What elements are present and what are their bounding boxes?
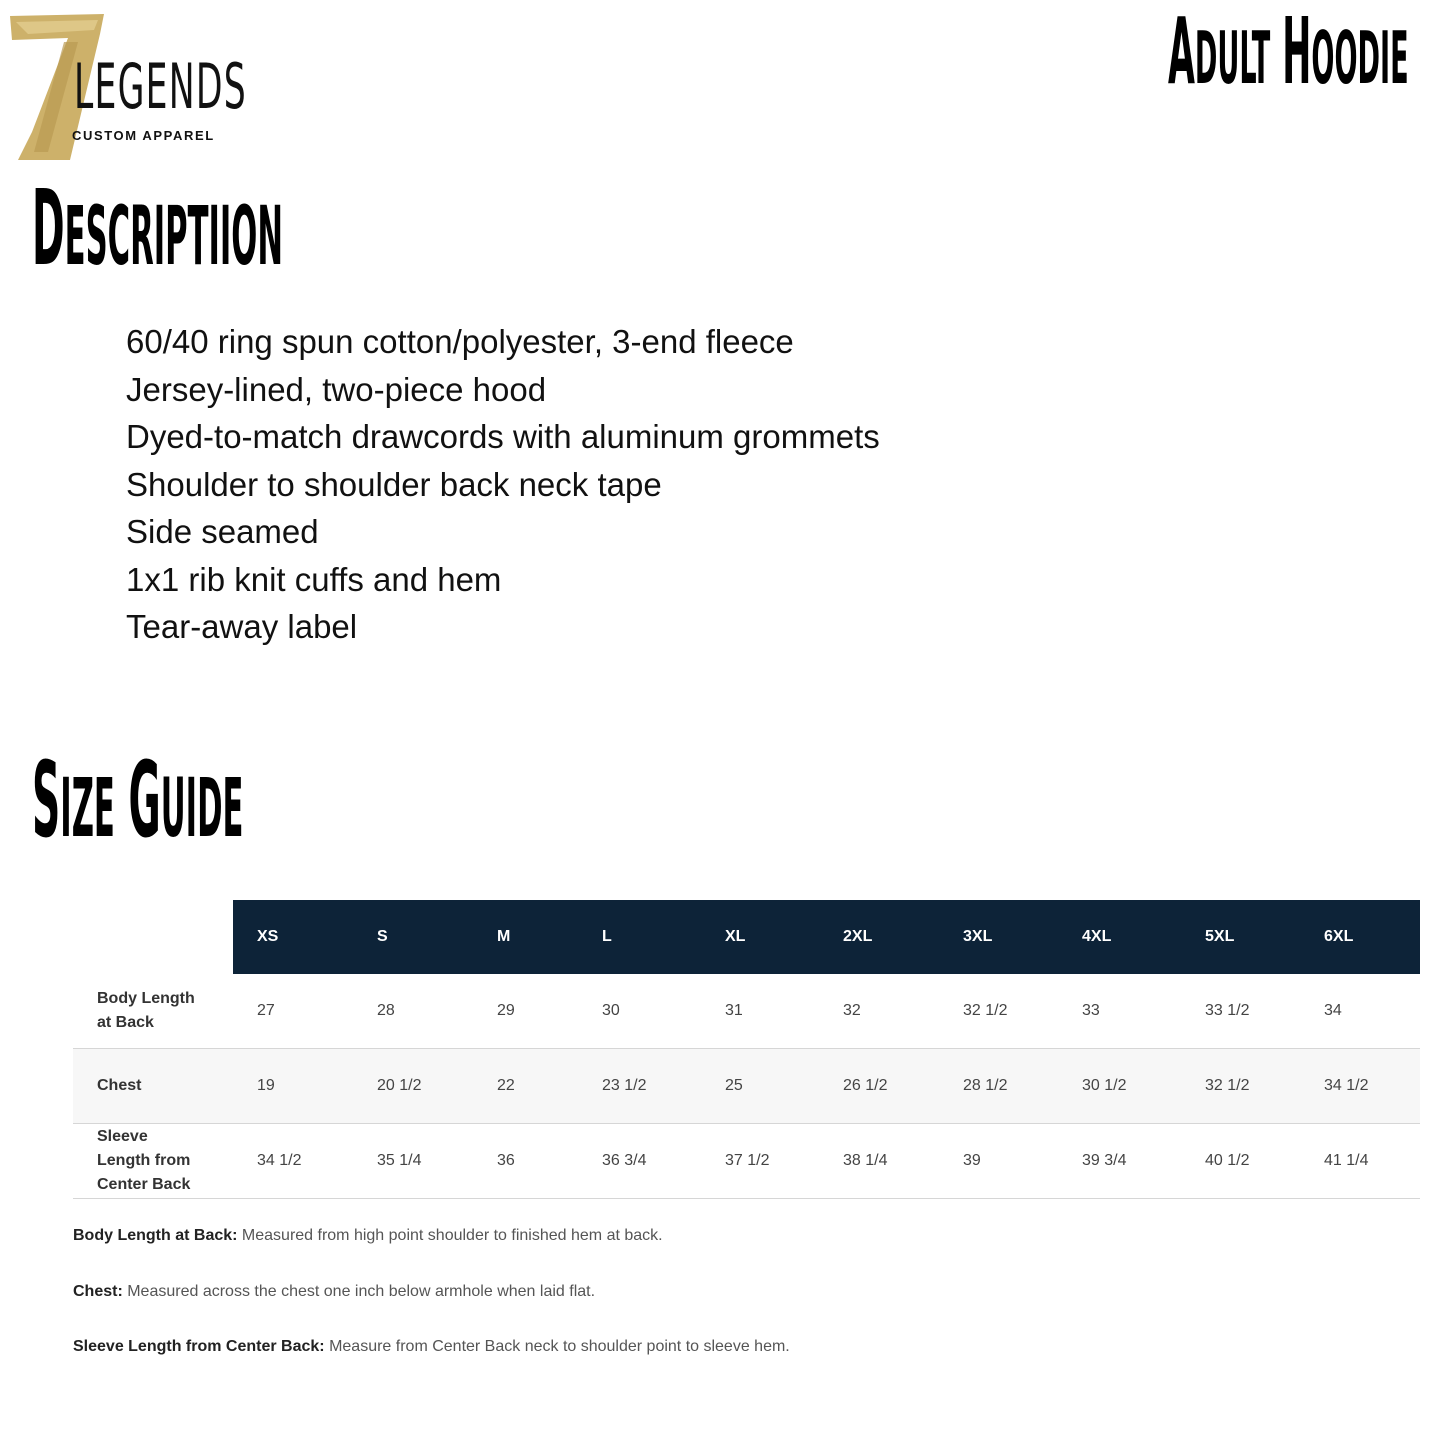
brand-tagline: CUSTOM APPAREL	[72, 128, 215, 143]
table-cell: 19	[233, 1049, 353, 1124]
table-cell: 28	[353, 974, 473, 1049]
table-cell: 29	[473, 974, 578, 1049]
note-term: Sleeve Length from Center Back:	[73, 1338, 325, 1355]
description-heading: DESCRIPTIION	[32, 167, 283, 289]
description-item: 60/40 ring spun cotton/polyester, 3-end fleece	[126, 323, 794, 360]
table-cell: 38 1/4	[819, 1124, 939, 1199]
size-header-row	[73, 900, 1420, 974]
table-cell: 23 1/2	[578, 1049, 701, 1124]
row-label: Body Length at Back	[73, 974, 233, 1049]
table-cell: 40 1/2	[1181, 1124, 1300, 1199]
description-item: Jersey-lined, two-piece hood	[126, 370, 547, 408]
measurement-note	[73, 1227, 663, 1245]
description-item: Side seamed	[126, 513, 319, 550]
table-row	[73, 1049, 1420, 1124]
table-cell: 31	[701, 974, 819, 1049]
table-corner	[73, 900, 233, 974]
description-item: Shoulder to shoulder back neck tape	[126, 465, 662, 503]
measurement-note	[73, 1338, 790, 1356]
table-cell: 30	[578, 974, 701, 1049]
size-header: 5XL	[1181, 900, 1300, 974]
note-text: Measure from Center Back neck to shoulder point to sleeve hem.	[324, 1338, 790, 1355]
table-cell: 33	[1058, 974, 1181, 1049]
description-list	[126, 318, 880, 651]
size-header: 2XL	[819, 900, 939, 974]
table-row	[73, 974, 1420, 1049]
table-cell: 34 1/2	[1300, 1049, 1420, 1124]
note-term: Chest:	[73, 1283, 123, 1300]
table-cell: 25	[701, 1049, 819, 1124]
row-label: Chest	[73, 1049, 233, 1124]
note-term: Body Length at Back:	[73, 1227, 238, 1244]
table-cell: 33 1/2	[1181, 974, 1300, 1049]
row-label: Sleeve Length from Center Back	[73, 1124, 233, 1199]
size-header: XL	[701, 900, 819, 974]
table-cell: 36	[473, 1124, 578, 1199]
description-item: 1x1 rib knit cuffs and hem	[126, 560, 502, 598]
table-cell: 28 1/2	[939, 1049, 1058, 1124]
brand-name: LEGENDS	[74, 50, 247, 123]
table-cell: 35 1/4	[353, 1124, 473, 1199]
table-row	[73, 1124, 1420, 1199]
table-cell: 41 1/4	[1300, 1124, 1420, 1199]
table-cell: 39	[939, 1124, 1058, 1199]
table-cell: 22	[473, 1049, 578, 1124]
brand-logo	[8, 12, 247, 162]
size-header: 3XL	[939, 900, 1058, 974]
size-header: L	[578, 900, 701, 974]
measurement-note	[73, 1283, 595, 1301]
table-cell: 34	[1300, 974, 1420, 1049]
note-text: Measured from high point shoulder to finished hem at back.	[237, 1227, 663, 1244]
table-cell: 37 1/2	[701, 1124, 819, 1199]
table-cell: 27	[233, 974, 353, 1049]
description-item: Dyed-to-match drawcords with aluminum grommets	[126, 418, 880, 455]
description-item: Tear-away label	[126, 608, 358, 645]
size-header: XS	[233, 900, 353, 974]
table-cell: 34 1/2	[233, 1124, 353, 1199]
product-title: ADULT HOODIE	[1168, 0, 1409, 105]
table-cell: 32 1/2	[939, 974, 1058, 1049]
size-table	[73, 900, 1420, 1199]
table-cell: 30 1/2	[1058, 1049, 1181, 1124]
table-cell: 32 1/2	[1181, 1049, 1300, 1124]
note-text: Measured across the chest one inch below armhole when laid flat.	[122, 1283, 596, 1300]
size-header: S	[353, 900, 473, 974]
table-cell: 20 1/2	[353, 1049, 473, 1124]
size-header: 6XL	[1300, 900, 1420, 974]
table-cell: 39 3/4	[1058, 1124, 1181, 1199]
size-header: 4XL	[1058, 900, 1181, 974]
table-cell: 32	[819, 974, 939, 1049]
size-header: M	[473, 900, 578, 974]
table-cell: 36 3/4	[578, 1124, 701, 1199]
table-cell: 26 1/2	[819, 1049, 939, 1124]
size-guide-heading: SIZE GUIDE	[32, 739, 244, 861]
